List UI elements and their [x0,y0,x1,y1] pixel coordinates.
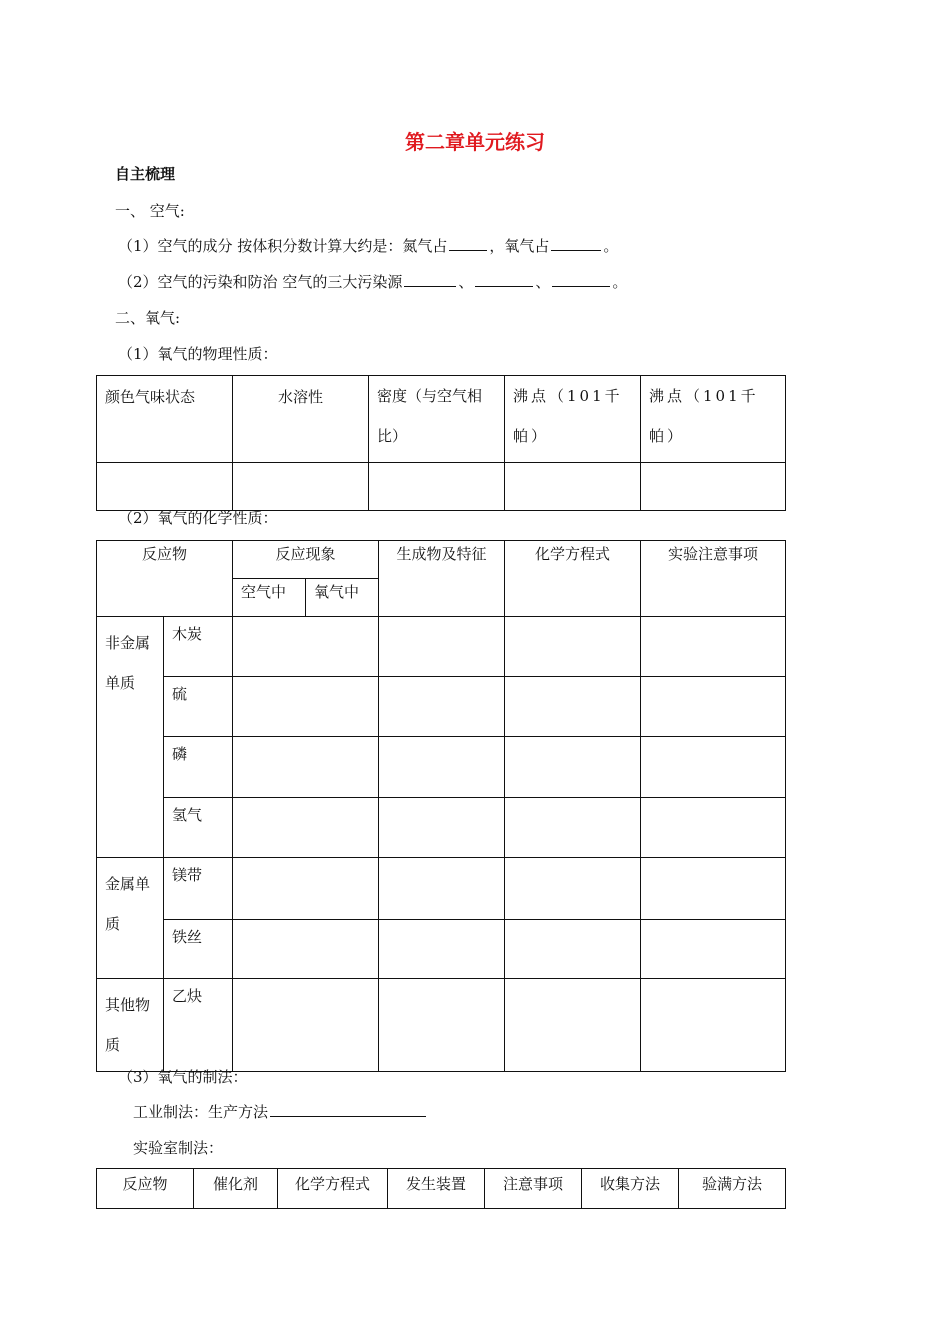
answer-cell[interactable] [641,979,786,1072]
answer-cell[interactable] [379,798,505,858]
header-cell: 颜色气味状态 [97,376,233,463]
header-cell: 氧气中 [306,579,379,617]
table-header-row [97,541,786,579]
answer-cell[interactable] [641,677,786,737]
header-cell: 化学方程式 [278,1169,388,1209]
answer-cell[interactable] [505,463,641,511]
answer-blank[interactable] [552,285,610,287]
answer-cell[interactable] [505,858,641,920]
reactant-cell: 硫 [164,677,233,737]
part1-heading: 一、 空气: [115,202,185,220]
header-cell: 验满方法 [679,1169,786,1209]
answer-cell[interactable] [233,920,379,979]
answer-cell[interactable] [641,463,786,511]
header-cell: 收集方法 [582,1169,679,1209]
answer-cell[interactable] [641,920,786,979]
section-header: 自主梳理 [115,165,176,183]
table-row [97,920,786,979]
header-cell: 空气中 [233,579,306,617]
group-cell: 非金属单质 [97,617,164,858]
header-cell: 水溶性 [233,376,369,463]
answer-cell[interactable] [505,737,641,798]
air-composition-question [118,235,618,256]
answer-blank[interactable] [475,285,533,287]
header-cell: 沸点（101千帕） [505,376,641,463]
reactant-cell: 磷 [164,737,233,798]
industrial-method [133,1101,428,1122]
answer-cell[interactable] [505,979,641,1072]
reactant-cell: 乙炔 [164,979,233,1072]
physical-properties-table [96,375,786,511]
answer-blank[interactable] [270,1115,426,1117]
answer-cell[interactable] [505,677,641,737]
answer-blank[interactable] [404,285,456,287]
part2-heading: 二、氧气: [115,309,181,327]
reactant-cell: 木炭 [164,617,233,677]
answer-cell[interactable] [233,737,379,798]
header-cell: 催化剂 [194,1169,278,1209]
table-header-row [97,376,786,463]
answer-cell[interactable] [233,979,379,1072]
header-cell: 发生装置 [388,1169,485,1209]
question-text: （2）空气的污染和防治 空气的三大污染源 [118,273,403,291]
header-cell: 化学方程式 [505,541,641,617]
industrial-label: 工业制法：生产方法 [133,1103,269,1121]
question-text: （1）空气的成分 按体积分数计算大约是：氮气占 [118,237,448,255]
answer-cell[interactable] [379,858,505,920]
table-row [97,858,786,920]
answer-cell[interactable] [641,737,786,798]
header-cell: 实验注意事项 [641,541,786,617]
answer-cell[interactable] [233,617,379,677]
answer-cell[interactable] [379,617,505,677]
header-cell: 沸点（101千帕） [641,376,786,463]
question-text: 。 [603,237,619,255]
separator: 、 [458,273,474,291]
answer-cell[interactable] [233,463,369,511]
answer-cell[interactable] [233,798,379,858]
answer-cell[interactable] [379,979,505,1072]
table-row [97,737,786,798]
air-pollution-question [118,271,627,292]
answer-cell[interactable] [233,677,379,737]
header-cell: 反应现象 [233,541,379,579]
question-text: ，氧气占 [489,237,550,255]
group-cell: 金属单质 [97,858,164,979]
header-cell: 注意事项 [485,1169,582,1209]
answer-cell[interactable] [641,798,786,858]
reactant-cell: 镁带 [164,858,233,920]
preparation-label: （3）氧气的制法： [118,1068,248,1086]
answer-cell[interactable] [641,858,786,920]
header-cell: 反应物 [97,1169,194,1209]
page-title: 第二章单元练习 [405,130,545,154]
question-text: 。 [612,273,628,291]
header-cell: 生成物及特征 [379,541,505,617]
table-row [97,617,786,677]
answer-cell[interactable] [379,920,505,979]
physical-properties-label: （1）氧气的物理性质： [118,345,278,363]
reactant-cell: 氢气 [164,798,233,858]
lab-preparation-table [96,1168,786,1209]
table-row [97,979,786,1072]
answer-blank[interactable] [551,249,601,251]
chemical-properties-label: （2）氧气的化学性质： [118,509,278,527]
table-row [97,677,786,737]
answer-cell[interactable] [505,798,641,858]
answer-cell[interactable] [505,617,641,677]
table-header-row [97,1169,786,1209]
answer-cell[interactable] [641,617,786,677]
answer-cell[interactable] [505,920,641,979]
group-cell: 其他物质 [97,979,164,1072]
lab-method-label: 实验室制法： [133,1139,224,1157]
answer-blank[interactable] [449,249,487,251]
header-cell: 密度（与空气相比） [369,376,505,463]
answer-cell[interactable] [379,677,505,737]
answer-cell[interactable] [97,463,233,511]
answer-cell[interactable] [233,858,379,920]
answer-cell[interactable] [379,737,505,798]
chemical-properties-table [96,540,786,1072]
answer-cell[interactable] [369,463,505,511]
header-cell: 反应物 [97,541,233,617]
table-row [97,798,786,858]
reactant-cell: 铁丝 [164,920,233,979]
separator: 、 [535,273,551,291]
table-row [97,463,786,511]
